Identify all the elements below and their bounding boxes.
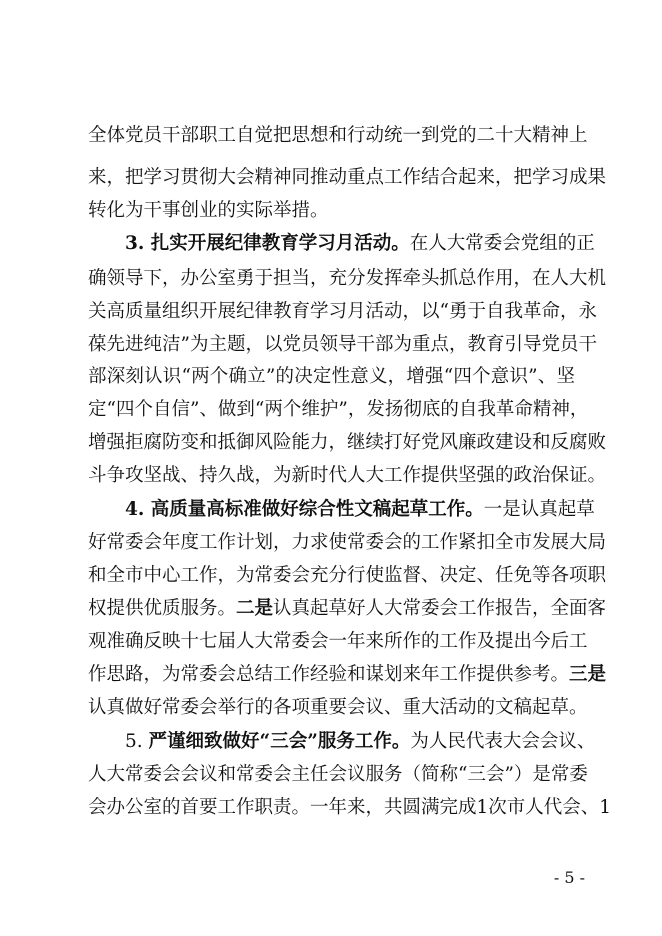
text-line (88, 791, 612, 825)
text-run: 葆先进纯洁”为主题，以党员领导干部为重点，教育引导党员干 (88, 334, 597, 355)
text-line (88, 559, 607, 593)
text-run: 斗争攻坚战、持久战，为新时代人大工作提供坚强的政治保证。 (88, 465, 607, 486)
text-run: 增强拒腐防变和抵御风险能力，继续打好党风廉政建设和反腐败 (88, 432, 607, 453)
text-run: 5. (125, 731, 149, 752)
bold-text-run: 三是 (569, 664, 607, 685)
text-run: 在人大常委会党组的正 (409, 233, 595, 254)
page-number: - 5 - (553, 868, 585, 887)
text-run: 权提供优质服务。 (88, 598, 237, 619)
text-line (88, 459, 607, 493)
text-run: 全体党员干部职工自觉把思想和行动统一到党的二十大精神上 (88, 125, 588, 146)
text-run: 认真起草好人大常委会工作报告，全面客 (273, 598, 607, 619)
text-line (125, 227, 595, 261)
text-line (88, 194, 575, 228)
text-run: 部深刻认识“两个确立”的决定性意义，增强“四个意识”、坚 (88, 366, 575, 387)
text-line (88, 526, 607, 560)
text-run: 转化为干事创业的实际举措。 (88, 200, 329, 221)
text-line (88, 758, 588, 792)
bold-text-run: 4. 高质量高标准做好综合性文稿起草工作。 (125, 499, 484, 520)
text-run: 定“四个自信”、做到“两个维护”，发扬彻底的自我革命精神， (88, 399, 589, 420)
text-run: 确领导下，办公室勇于担当，充分发挥牵头抓总作用，在人大机 (88, 268, 607, 289)
text-line (88, 691, 588, 725)
text-line (88, 658, 607, 692)
text-line (88, 592, 607, 626)
text-line (88, 426, 607, 460)
text-run: 一是认真起草 (483, 499, 595, 520)
text-run: 人大常委会会议和常委会主任会议服务（简称“三会”）是常委 (88, 764, 588, 785)
text-run: 为人民代表大会会议、 (410, 731, 596, 752)
text-line (125, 725, 596, 759)
bold-text-run: 严谨细致做好“三会”服务工作。 (148, 731, 411, 752)
bold-text-run: 二是 (236, 598, 274, 619)
text-line (88, 625, 588, 659)
text-line (88, 119, 588, 153)
text-run: 观准确反映十七届人大常委会一年来所作的工作及提出今后工 (88, 631, 588, 652)
text-run: 和全市中心工作，为常委会充分行使监督、决定、任免等各项职 (88, 565, 607, 586)
text-line (125, 493, 595, 527)
bold-text-run: 3. 扎实开展纪律教育学习月活动。 (125, 233, 410, 254)
text-line (88, 295, 597, 329)
text-line (88, 262, 607, 296)
text-run: 认真做好常委会举行的各项重要会议、重大活动的文稿起草。 (88, 697, 588, 718)
text-line (88, 328, 597, 362)
text-run: 关高质量组织开展纪律教育学习月活动，以“勇于自我革命，永 (88, 301, 597, 322)
text-run: 作思路，为常委会总结工作经验和谋划来年工作提供参考。 (88, 664, 570, 685)
text-run: 好常委会年度工作计划，力求使常委会的工作紧扣全市发展大局 (88, 532, 607, 553)
text-line (88, 393, 589, 427)
text-line (88, 161, 607, 195)
text-line (88, 360, 575, 394)
text-run: 来，把学习贯彻大会精神同推动重点工作结合起来，把学习成果 (88, 167, 607, 188)
text-run: 会办公室的首要工作职责。一年来，共圆满完成1次市人代会、1 (88, 797, 612, 818)
